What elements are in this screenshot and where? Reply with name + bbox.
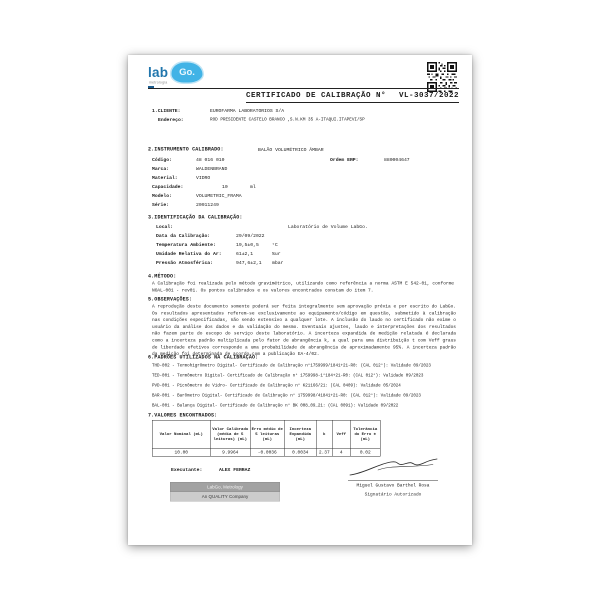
modelo-label: Modelo:	[152, 193, 172, 199]
data-calibracao-value: 29/09/2022	[236, 233, 265, 239]
signatory-name: Miguel Gustavo Barthel Rosa	[356, 483, 430, 488]
signatory-role: Signatário Autorizado	[364, 492, 422, 497]
padrao-item: THD-002 - Termohigrômetro Digital- Certificado de Calibração n°1759999/1841+21-R0: (CAL 012°): Validade 09/2023	[152, 363, 431, 368]
logo-tagline: metrologia	[149, 81, 168, 85]
padrao-item: TED-001 - Termômetro Digital- Certificado de Calibração n° 1759998-1°184+21-R0: (CAL 012°): Validade 09/2023	[152, 373, 424, 378]
capacidade-value: 10	[222, 184, 228, 190]
certificate-number: VL-3037/2022	[398, 91, 459, 100]
capacidade-label: Capacidade:	[152, 184, 184, 190]
pressao-value: 947,6±2,1	[236, 260, 262, 266]
metodo-texto: A Calibração foi realizada pelo método gravimétrico, utilizando como referência a norma ASTM E 542-01, conforme NOAL-001 - rev01. Os pontos calibrados e os valores encontrados constam do item 7.	[152, 281, 454, 293]
header-rule	[148, 88, 459, 89]
pressao-label: Pressão Atmosférica:	[156, 260, 214, 266]
signature-scribble	[348, 456, 438, 482]
col-valor-calibrado: Valor Calibrado (média de 5 leituras) (mL)	[210, 420, 250, 449]
cell-erro-medio: -0.0036	[250, 449, 284, 457]
padrao-item: BAR-001 - Barômetro Digital- Certificado de Calibração n° 1759998/41841+21-R0: (CAL 012°): Validade 09/2023	[152, 393, 421, 398]
local-value: Laboratório de Volume LabGo.	[288, 224, 368, 230]
executante-label: Executante:	[171, 467, 203, 473]
material-label: Material:	[152, 175, 178, 181]
certificate-title-label: CERTIFICADO DE CALIBRAÇÃO N°	[245, 91, 386, 100]
cell-tolerancia: 0.02	[350, 449, 380, 457]
data-calibracao-label: Data da Calibração:	[156, 233, 211, 239]
umidade-label: Umidade Relativa do Ar:	[156, 251, 222, 257]
valores-table	[152, 420, 381, 457]
instrumento-heading: 2.INSTRUMENTO CALIBRADO:	[148, 147, 224, 153]
umidade-unit: %ur	[272, 251, 281, 257]
valores-data-row	[152, 449, 380, 457]
metodo-heading: 4.MÉTODO:	[148, 274, 177, 280]
valores-header-row	[152, 420, 380, 449]
padroes-heading: 6.PADRÕES UTILIZADOS NA CALIBRAÇÃO:	[148, 355, 259, 361]
col-tolerancia: Tolerância do Erro ± (mL)	[350, 420, 380, 449]
codigo-label: Código:	[152, 157, 172, 163]
cliente-name: EUROFARMA LABORATORIOS S/A	[210, 108, 285, 114]
logo-go-text: Go.	[179, 67, 195, 78]
observacoes-texto: A reprodução deste documento somente poderá ser feita integralmente sem aprovação prévia e por escrito do LabGo. Os resultados apresentados referem-se exclusivamente ao equipamento/código em questão, submetido à calibração nas condições especificadas, não sendo extensivo a qualquer lote. A inclusão do laudo no certificado não exime o usuário da análise dos dados e da validação do mesmo. Eventuais ajustes, laudo e interpretações dos resultados não fazem parte do escopo do serviço deste laboratório. A incerteza expandida de medição relatada é declarada como a incerteza padrão multiplicada pelo fator de abrangência k, a qual para uma distribuição t com Veff graus de liberdade efetivos corresponde a uma probabilidade de abrangência de aproximadamente 95%. A incerteza padrão da medição foi determinada de acordo com a publicação EA-4/02.	[152, 304, 456, 357]
executante-value: ALEX FERRAZ	[219, 467, 251, 473]
umidade-value: 61±2,1	[236, 251, 254, 257]
marca-label: Marca:	[152, 166, 170, 172]
modelo-value: VOLUMETRIC_FRAMA	[196, 193, 242, 199]
certificate-title	[246, 91, 459, 103]
temperatura-unit: °C	[272, 242, 278, 248]
col-incerteza: Incerteza Expandida (mL)	[284, 420, 316, 449]
instrumento-tipo: BALÃO VOLUMÉTRICO ÂMBAR	[258, 147, 324, 153]
col-erro-medio: Erro médio de 5 leituras (mL)	[250, 420, 284, 449]
badge-line1: LabGo, Metrology	[170, 482, 280, 492]
signature-line	[348, 480, 438, 481]
ordem-erp-label: Ordem ERP:	[330, 157, 359, 163]
padrao-item: BAL-001 - Balança Digital- Certificado de Calibração n° BK 008_09_21: (CAL 0091): Validade 09/2022	[152, 403, 399, 408]
observacoes-heading: 5.OBSERVAÇÕES:	[148, 297, 193, 303]
col-valor-nominal: Valor Nominal (mL)	[152, 420, 210, 449]
certificate-page	[128, 55, 472, 545]
logo-lab-text: lab	[148, 65, 169, 80]
cliente-heading: 1.CLIENTE:	[152, 108, 181, 114]
valores-heading: 7.VALORES ENCONTRADOS:	[148, 413, 218, 419]
labgo-quality-badge	[170, 482, 280, 502]
capacidade-unit: ml	[250, 184, 256, 190]
endereco-value: ROD PRESIDENTE CASTELO BRANCO ,S.N.KM 35 A-ITAQUI.ITAPEVI/SP	[210, 117, 365, 122]
endereco-label: Endereço:	[158, 117, 184, 123]
temperatura-label: Temperatura Ambiente:	[156, 242, 216, 248]
cell-incerteza: 0.0034	[284, 449, 316, 457]
cell-valor-nominal: 10.00	[152, 449, 210, 457]
cell-k: 2.37	[316, 449, 332, 457]
serie-value: 20911249	[196, 202, 219, 208]
col-veff: Veff	[332, 420, 350, 449]
local-label: Local:	[156, 224, 174, 230]
ordem-erp-value: 880004647	[384, 157, 410, 163]
identificacao-heading: 3.IDENTIFICAÇÃO DA CALIBRAÇÃO:	[148, 215, 243, 221]
logo-blob-shape	[170, 61, 204, 84]
padrao-item: PVD-001 - Picnômetro de Vidro- Certificado de Calibração n° K21166/21: (CAL 0409): Validade 05/2024	[152, 383, 401, 388]
pressao-unit: mbar	[272, 260, 284, 266]
serie-label: Série:	[152, 202, 170, 208]
temperatura-value: 19,5±0,5	[236, 242, 259, 248]
marca-value: WALDENBRAND	[196, 166, 228, 172]
cell-valor-calibrado: 9.9964	[210, 449, 250, 457]
badge-line2: An QUALITY Company	[170, 492, 280, 502]
material-value: VIDRO	[196, 175, 211, 181]
codigo-value: 48 016 010	[196, 157, 225, 163]
cell-veff: 4	[332, 449, 350, 457]
col-k: k	[316, 420, 332, 449]
